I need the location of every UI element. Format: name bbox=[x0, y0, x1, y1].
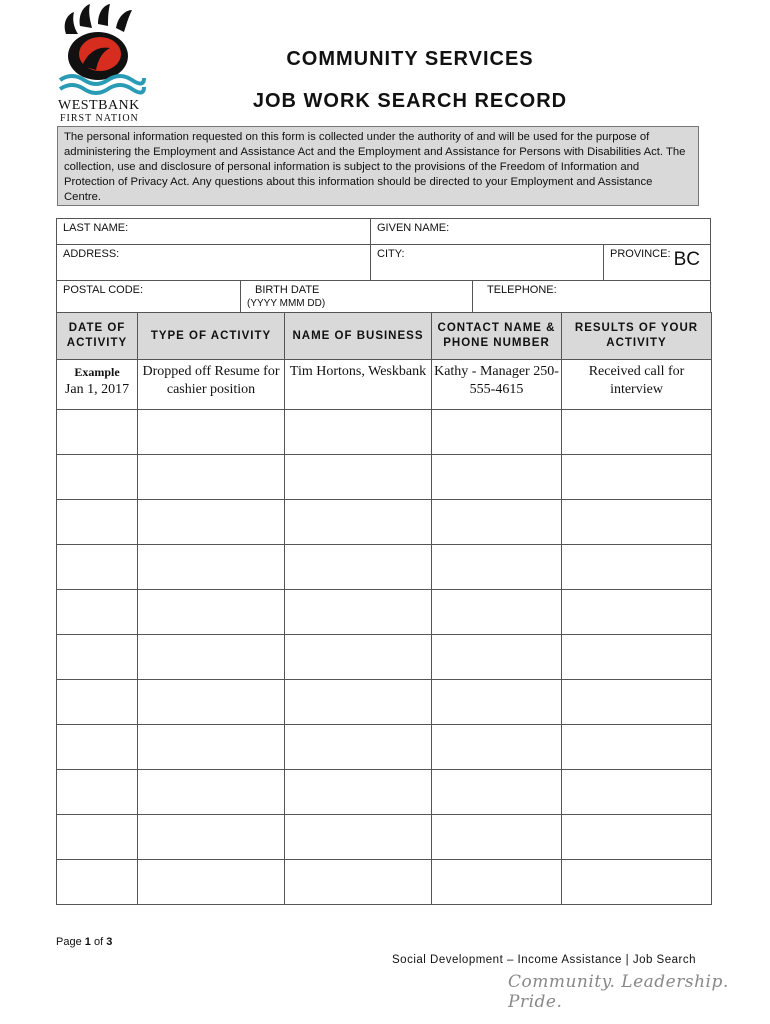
table-row bbox=[57, 860, 712, 905]
table-cell[interactable] bbox=[562, 410, 712, 455]
table-cell[interactable] bbox=[57, 635, 138, 680]
birth-date-format: (YYYY MMM DD) bbox=[247, 298, 326, 309]
footer-tagline: Community. Leadership. Pride. bbox=[508, 972, 729, 1012]
table-cell[interactable] bbox=[57, 770, 138, 815]
page-of: of bbox=[93, 936, 104, 948]
table-row bbox=[57, 770, 712, 815]
city-label: CITY: bbox=[377, 248, 405, 260]
table-cell[interactable] bbox=[562, 545, 712, 590]
table-cell[interactable] bbox=[285, 680, 432, 725]
table-cell[interactable] bbox=[285, 500, 432, 545]
table-cell[interactable] bbox=[57, 680, 138, 725]
table-cell[interactable] bbox=[432, 455, 562, 500]
table-cell[interactable] bbox=[138, 635, 285, 680]
table-row bbox=[57, 590, 712, 635]
birth-date-label: BIRTH DATE bbox=[255, 284, 320, 296]
example-date-cell bbox=[57, 360, 138, 410]
table-cell[interactable] bbox=[285, 410, 432, 455]
table-cell[interactable] bbox=[432, 770, 562, 815]
example-label: Example bbox=[74, 365, 120, 379]
example-activity: Dropped off Resume for cashier position bbox=[138, 360, 285, 410]
table-cell[interactable] bbox=[57, 455, 138, 500]
example-business: Tim Hortons, Weskbank bbox=[285, 360, 432, 410]
telephone-label: TELEPHONE: bbox=[487, 284, 557, 296]
province-field[interactable] bbox=[603, 245, 710, 280]
form-row-postal bbox=[56, 280, 711, 312]
table-cell[interactable] bbox=[285, 590, 432, 635]
table-cell[interactable] bbox=[432, 815, 562, 860]
header-activity-type: TYPE OF ACTIVITY bbox=[138, 313, 285, 360]
table-cell[interactable] bbox=[57, 725, 138, 770]
table-cell[interactable] bbox=[57, 545, 138, 590]
table-row bbox=[57, 500, 712, 545]
header-business: NAME OF BUSINESS bbox=[285, 313, 432, 360]
logo-text-westbank: WESTBANK bbox=[58, 98, 140, 113]
table-cell[interactable] bbox=[138, 815, 285, 860]
table-cell[interactable] bbox=[138, 725, 285, 770]
table-cell[interactable] bbox=[285, 455, 432, 500]
table-row bbox=[57, 815, 712, 860]
table-cell[interactable] bbox=[562, 815, 712, 860]
given-name-label: GIVEN NAME: bbox=[377, 222, 450, 234]
table-cell[interactable] bbox=[432, 500, 562, 545]
page-label: Page bbox=[56, 936, 82, 948]
table-cell[interactable] bbox=[285, 635, 432, 680]
bear-paw-icon bbox=[54, 4, 146, 100]
table-row bbox=[57, 410, 712, 455]
postal-code-label: POSTAL CODE: bbox=[63, 284, 144, 296]
given-name-field[interactable] bbox=[370, 219, 710, 244]
address-label: ADDRESS: bbox=[63, 248, 120, 260]
table-cell[interactable] bbox=[57, 815, 138, 860]
table-cell[interactable] bbox=[57, 500, 138, 545]
example-result: Received call for interview bbox=[562, 360, 712, 410]
table-cell[interactable] bbox=[285, 545, 432, 590]
page-number bbox=[56, 936, 112, 948]
table-cell[interactable] bbox=[432, 590, 562, 635]
province-value: BC bbox=[673, 249, 700, 270]
page-total: 3 bbox=[106, 936, 113, 948]
table-row bbox=[57, 635, 712, 680]
table-row bbox=[57, 725, 712, 770]
table-cell[interactable] bbox=[562, 590, 712, 635]
postal-code-field[interactable] bbox=[57, 281, 240, 312]
table-cell[interactable] bbox=[562, 500, 712, 545]
table-cell[interactable] bbox=[562, 680, 712, 725]
job-search-table bbox=[56, 312, 712, 905]
example-date: Jan 1, 2017 bbox=[64, 382, 130, 397]
telephone-field[interactable] bbox=[472, 281, 710, 312]
province-label: PROVINCE: bbox=[610, 248, 671, 260]
table-cell[interactable] bbox=[138, 590, 285, 635]
table-cell[interactable] bbox=[432, 860, 562, 905]
city-field[interactable] bbox=[370, 245, 603, 280]
birth-date-field[interactable] bbox=[240, 281, 472, 312]
privacy-notice: The personal information requested on this form is collected under the authority of and will be used for the purpose of administering the Employment and Assistance Act and the Employment and Assistance for Persons with Disabilities Act. The collection, use and disclosure of personal information is subject to the provisions of the Freedom of Information and Protection of Privacy Act. Any questions about this information should be directed to your Employment and Assistance Centre. bbox=[57, 126, 699, 206]
table-cell[interactable] bbox=[138, 860, 285, 905]
table-cell[interactable] bbox=[432, 410, 562, 455]
table-cell[interactable] bbox=[138, 455, 285, 500]
table-cell[interactable] bbox=[285, 815, 432, 860]
last-name-label: LAST NAME: bbox=[63, 222, 129, 234]
example-contact: Kathy - Manager 250-555-4615 bbox=[432, 360, 562, 410]
form-row-address bbox=[56, 244, 711, 280]
table-cell[interactable] bbox=[432, 725, 562, 770]
table-cell[interactable] bbox=[562, 635, 712, 680]
table-cell[interactable] bbox=[432, 635, 562, 680]
table-cell[interactable] bbox=[562, 770, 712, 815]
table-row bbox=[57, 455, 712, 500]
last-name-field[interactable] bbox=[57, 219, 370, 244]
personal-info-form bbox=[56, 218, 711, 312]
table-row bbox=[57, 680, 712, 725]
table-cell[interactable] bbox=[285, 770, 432, 815]
table-cell[interactable] bbox=[432, 680, 562, 725]
table-cell[interactable] bbox=[57, 590, 138, 635]
table-cell[interactable] bbox=[57, 410, 138, 455]
table-cell[interactable] bbox=[285, 860, 432, 905]
logo-text-first-nation: FIRST NATION bbox=[60, 113, 139, 124]
header-contact: CONTACT NAME & PHONE NUMBER bbox=[432, 313, 562, 360]
address-field[interactable] bbox=[57, 245, 370, 280]
table-cell[interactable] bbox=[432, 545, 562, 590]
table-row bbox=[57, 545, 712, 590]
header-date: DATE OF ACTIVITY bbox=[57, 313, 138, 360]
table-cell[interactable] bbox=[138, 410, 285, 455]
table-cell[interactable] bbox=[562, 455, 712, 500]
table-cell[interactable] bbox=[138, 770, 285, 815]
footer-text: Social Development – Income Assistance | Job Search bbox=[392, 954, 696, 966]
page-subtitle: JOB WORK SEARCH RECORD bbox=[252, 90, 568, 112]
header-results: RESULTS OF YOUR ACTIVITY bbox=[562, 313, 712, 360]
example-row bbox=[57, 360, 712, 410]
table-header-row bbox=[57, 313, 712, 360]
form-row-names bbox=[56, 218, 711, 244]
table-cell[interactable] bbox=[57, 860, 138, 905]
table-cell[interactable] bbox=[138, 545, 285, 590]
page-title: COMMUNITY SERVICES bbox=[286, 48, 534, 70]
table-cell[interactable] bbox=[138, 500, 285, 545]
table-cell[interactable] bbox=[285, 725, 432, 770]
table-cell[interactable] bbox=[562, 725, 712, 770]
table-cell[interactable] bbox=[138, 680, 285, 725]
page-current: 1 bbox=[84, 936, 91, 948]
table-cell[interactable] bbox=[562, 860, 712, 905]
